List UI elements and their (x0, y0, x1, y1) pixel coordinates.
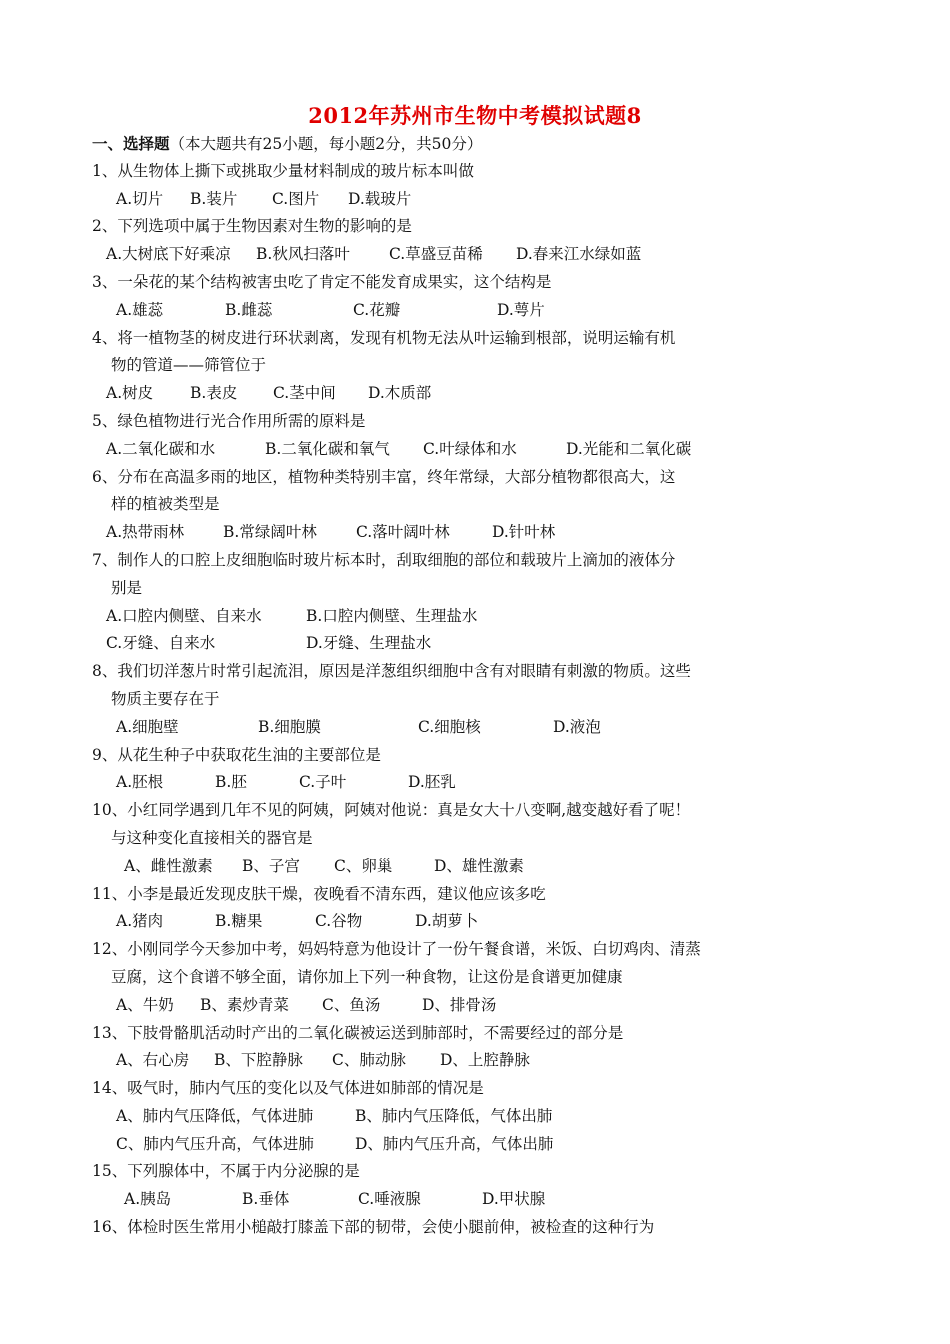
answer-option: B.细胞膜 (258, 717, 321, 736)
answer-option: C.花瓣 (353, 300, 401, 319)
answer-option: A.口腔内侧壁、自来水 (106, 606, 262, 625)
answer-option: A、右心房 (116, 1051, 190, 1070)
question-item (92, 658, 922, 741)
answer-option: D、上腔静脉 (440, 1051, 530, 1070)
answer-option: A.热带雨林 (106, 523, 185, 542)
answer-option: C、鱼汤 (322, 995, 381, 1014)
question-stem-continued: 与这种变化直接相关的器官是 (111, 828, 313, 847)
answer-option: D.牙缝、生理盐水 (306, 634, 432, 653)
answer-option: A.雄蕊 (116, 300, 164, 319)
question-item (92, 936, 922, 1019)
answer-option: B.糖果 (215, 912, 263, 931)
answer-option: B.口腔内侧壁、生理盐水 (306, 606, 478, 625)
answer-option: C.细胞核 (418, 717, 481, 736)
question-stem: 13、下肢骨骼肌活动时产出的二氧化碳被运送到肺部时，不需要经过的部分是 (92, 1023, 624, 1042)
question-item (92, 881, 922, 937)
answer-option: B.装片 (190, 189, 238, 208)
question-stem: 5、绿色植物进行光合作用所需的原料是 (92, 411, 366, 430)
answer-option: B、素炒青菜 (200, 995, 289, 1014)
question-stem: 1、从生物体上撕下或挑取少量材料制成的玻片标本叫做 (92, 161, 474, 180)
question-item (92, 269, 922, 325)
question-stem: 10、小红同学遇到几年不见的阿姨，阿姨对他说：真是女大十八变啊,越变越好看了呢！ (92, 801, 691, 820)
answer-option: C.落叶阔叶林 (356, 523, 450, 542)
question-item (92, 1158, 922, 1214)
question-stem-continued: 物的管道——筛管位于 (111, 356, 267, 375)
answer-option: C、肺动脉 (332, 1051, 406, 1070)
answer-option: D.木质部 (368, 384, 432, 403)
option-row (92, 1186, 922, 1214)
answer-option: C.子叶 (299, 773, 347, 792)
answer-option: A.猪肉 (116, 912, 164, 931)
answer-option: A.胚根 (116, 773, 164, 792)
answer-option: C、卵巢 (334, 856, 393, 875)
question-stem: 3、一朵花的某个结构被害虫吃了肯定不能发育成果实，这个结构是 (92, 272, 552, 291)
option-row (92, 603, 922, 631)
question-stem-continued: 物质主要存在于 (111, 689, 220, 708)
answer-option: C.草盛豆苗稀 (389, 245, 483, 264)
answer-option: A.二氧化碳和水 (106, 439, 216, 458)
answer-option: B、肺内气压降低，气体出肺 (355, 1106, 553, 1125)
answer-option: A.树皮 (106, 384, 154, 403)
answer-option: B.垂体 (242, 1190, 290, 1209)
option-row (92, 714, 922, 742)
answer-option: D.光能和二氧化碳 (566, 439, 692, 458)
question-stem-continued: 豆腐，这个食谱不够全面，请你加上下列一种食物，让这份是食谱更加健康 (111, 967, 623, 986)
question-stem: 9、从花生种子中获取花生油的主要部位是 (92, 745, 381, 764)
option-row (92, 1047, 922, 1075)
answer-option: D、肺内气压升高，气体出肺 (355, 1134, 554, 1153)
option-row (92, 630, 922, 658)
option-row (92, 436, 922, 464)
answer-option: D、排骨汤 (422, 995, 497, 1014)
answer-option: D.针叶林 (492, 523, 556, 542)
question-stem: 12、小刚同学今天参加中考，妈妈特意为他设计了一份午餐食谱，米饭、白切鸡肉、清蒸 (92, 940, 701, 959)
answer-option: D.胡萝卜 (415, 912, 479, 931)
section-heading (92, 130, 922, 158)
question-item (92, 1020, 922, 1076)
question-stem: 14、吸气时，肺内气压的变化以及气体进如肺部的情况是 (92, 1079, 484, 1098)
section-note: （本大题共有25小题，每小题2分，共50分） (169, 135, 483, 153)
question-item (92, 547, 922, 658)
answer-option: B.常绿阔叶林 (223, 523, 317, 542)
answer-option: A、牛奶 (116, 995, 174, 1014)
answer-option: D.萼片 (497, 300, 545, 319)
answer-option: D.胚乳 (408, 773, 456, 792)
question-stem: 8、我们切洋葱片时常引起流泪，原因是洋葱组织细胞中含有对眼睛有刺激的物质。这些 (92, 662, 691, 681)
question-stem: 7、制作人的口腔上皮细胞临时玻片标本时，刮取细胞的部位和载玻片上滴加的液体分 (92, 550, 676, 569)
option-row (92, 769, 922, 797)
question-stem-continued: 别是 (111, 578, 143, 597)
option-row (92, 241, 922, 269)
question-item (92, 797, 922, 880)
answer-option: C、肺内气压升高，气体进肺 (116, 1134, 314, 1153)
answer-option: A.切片 (116, 189, 164, 208)
option-row (92, 992, 922, 1020)
option-row (92, 1103, 922, 1131)
answer-option: C.茎中间 (273, 384, 336, 403)
question-list (92, 130, 922, 1242)
answer-option: B.二氧化碳和氧气 (265, 439, 390, 458)
answer-option: A.胰岛 (124, 1190, 172, 1209)
question-stem: 4、将一植物茎的树皮进行环状剥离，发现有机物无法从叶运输到根部，说明运输有机 (92, 328, 676, 347)
question-item (92, 742, 922, 798)
page-title: 2012年苏州市生物中考模拟试题8 (308, 103, 642, 128)
question-stem-continued: 样的植被类型是 (111, 495, 220, 514)
question-stem: 2、下列选项中属于生物因素对生物的影响的是 (92, 217, 412, 236)
option-row (92, 853, 922, 881)
question-item (92, 1075, 922, 1158)
answer-option: D.春来江水绿如蓝 (516, 245, 642, 264)
option-row (92, 380, 922, 408)
question-item (92, 1214, 922, 1242)
question-item (92, 213, 922, 269)
answer-option: D.甲状腺 (482, 1190, 546, 1209)
answer-option: C.牙缝、自来水 (106, 634, 216, 653)
answer-option: B.秋风扫落叶 (256, 245, 350, 264)
question-stem: 6、分布在高温多雨的地区，植物种类特别丰富，终年常绿，大部分植物都很高大，这 (92, 467, 676, 486)
answer-option: A、肺内气压降低，气体进肺 (116, 1106, 314, 1125)
answer-option: D、雄性激素 (434, 856, 524, 875)
option-row (92, 519, 922, 547)
answer-option: D.液泡 (553, 717, 601, 736)
option-row (92, 1131, 922, 1159)
answer-option: B、下腔静脉 (214, 1051, 303, 1070)
answer-option: C.图片 (272, 189, 320, 208)
question-item (92, 464, 922, 547)
question-stem: 16、体检时医生常用小槌敲打膝盖下部的韧带，会使小腿前伸，被检查的这种行为 (92, 1218, 655, 1237)
answer-option: C.唾液腺 (358, 1190, 421, 1209)
option-row (92, 908, 922, 936)
answer-option: A、雌性激素 (124, 856, 213, 875)
section-label: 一、选择题 (92, 134, 170, 153)
option-row (92, 297, 922, 325)
question-item (92, 158, 922, 214)
question-item (92, 325, 922, 408)
answer-option: B、子宫 (242, 856, 300, 875)
answer-option: C.谷物 (315, 912, 363, 931)
answer-option: A.大树底下好乘凉 (106, 245, 231, 264)
question-item (92, 408, 922, 464)
question-stem: 11、小李是最近发现皮肤干燥，夜晚看不清东西，建议他应该多吃 (92, 884, 546, 903)
answer-option: B.表皮 (190, 384, 238, 403)
answer-option: C.叶绿体和水 (423, 439, 517, 458)
answer-option: B.雌蕊 (225, 300, 273, 319)
question-stem: 15、下列腺体中，不属于内分泌腺的是 (92, 1162, 360, 1181)
option-row (92, 186, 922, 214)
answer-option: D.载玻片 (348, 189, 412, 208)
answer-option: B.胚 (215, 773, 247, 792)
answer-option: A.细胞壁 (116, 717, 179, 736)
